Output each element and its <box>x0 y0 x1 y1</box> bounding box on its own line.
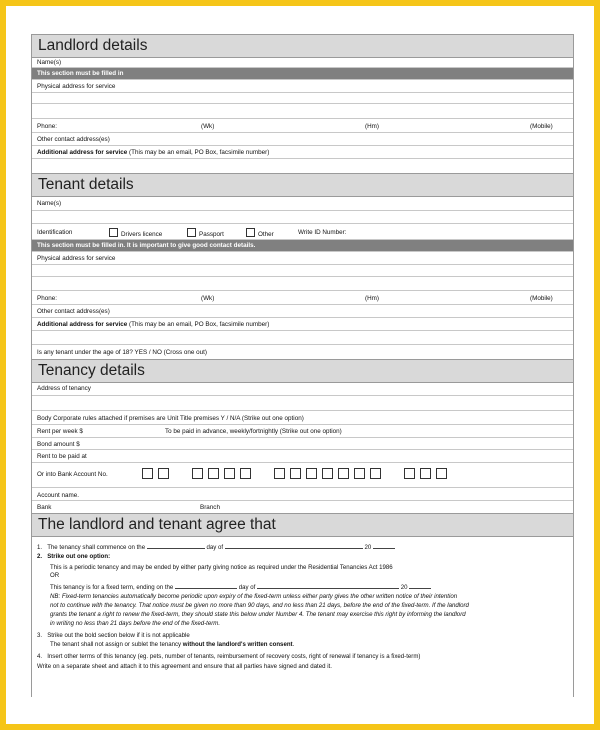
landlord-address-line-3[interactable] <box>32 104 573 119</box>
commence-day-field[interactable] <box>147 542 205 549</box>
landlord-phone-row[interactable]: Phone: (Wk) (Hm) (Mobile) <box>32 119 573 133</box>
tenant-address-field[interactable]: Physical address for service <box>32 252 573 265</box>
tenant-phone-row[interactable]: Phone: (Wk) (Hm) (Mobile) <box>32 291 573 305</box>
account-digit-box[interactable] <box>208 468 219 479</box>
tenant-required-notice: This section must be filled in. It is important to give good contact details. <box>32 240 573 252</box>
account-digit-box[interactable] <box>436 468 447 479</box>
agreement-section-title: The landlord and tenant agree that <box>32 513 573 537</box>
bond-row[interactable]: Bond amount $ <box>32 438 573 450</box>
account-digit-box[interactable] <box>142 468 153 479</box>
term-4: 4. Insert other terms of this tenancy (eg. pets, number of tenants, reimbursement of recovery costs, right of renewal if tenancy is a fixed-term) <box>37 653 421 660</box>
account-digit-box[interactable] <box>322 468 333 479</box>
landlord-required-notice: This section must be filled in <box>32 68 573 80</box>
tenancy-section-title: Tenancy details <box>32 359 573 383</box>
landlord-address-line-2[interactable] <box>32 93 573 104</box>
landlord-section-title: Landlord details <box>32 34 573 58</box>
passport-checkbox[interactable] <box>187 228 196 237</box>
tenant-identification-row: Identification Drivers licence Passport Other Write ID Number: <box>32 224 573 240</box>
tenant-age-row[interactable]: Is any tenant under the age of 18? YES / NO (Cross one out) <box>37 349 208 356</box>
bank-account-row: Or into Bank Account No. <box>32 463 573 488</box>
fixed-term-day-field[interactable] <box>175 582 237 589</box>
account-digit-box[interactable] <box>370 468 381 479</box>
account-digit-box[interactable] <box>158 468 169 479</box>
bank-account-boxes <box>142 468 452 479</box>
form-page <box>6 6 594 724</box>
rent-row[interactable]: Rent per week $ To be paid in advance, weekly/fortnightly (Strike out one option) <box>32 425 573 438</box>
tenant-address-line-3[interactable] <box>32 277 573 291</box>
bank-branch-row[interactable]: Bank Branch <box>37 504 220 511</box>
commence-year-field[interactable] <box>373 542 395 549</box>
agreement-terms: 1. The tenancy shall commence on the day of 20 2. Strike out one option: This is a periodic tenancy and may be ended by either party giving notice as required under the Residential Tenancies Act 1986 OR This tenancy is for a fixed term, ending on the day of 20 NB: Fixed-term tenancies automatically become periodic upon expiry of the fixed-term unless either party gives the other written notice of their intention not to continue with the tenancy. That notice must be given no more than 90 days, and no less than 21 days, before the end of the fixed-term. If the landlord grants the tenant a right to renew the fixed-term, they should state this below under Number 4. The tenant may exercise this right by informing the landlord in writing no less than 21 days before the end of the fixed-term. 3. Strike out the bold section below if it is not applicable The tenant shall not assign or sublet the tenancy without the landlord's written consent. 4. Insert other terms of this tenancy (eg. pets, number of tenants, reimbursement of recovery costs, right of renewal if tenancy is a fixed-term) Write on a separate sheet and attach it to this agreement and ensure that all parties have signed and dated it. <box>37 544 469 670</box>
account-digit-box[interactable] <box>290 468 301 479</box>
landlord-names-field[interactable] <box>32 58 573 68</box>
account-digit-box[interactable] <box>420 468 431 479</box>
tenancy-address-field[interactable]: Address of tenancy <box>32 383 573 396</box>
account-name-row[interactable]: Account name. <box>32 488 573 501</box>
tenant-section-title: Tenant details <box>32 173 573 197</box>
term-2-head: 2. Strike out one option: <box>37 553 111 560</box>
landlord-other-contact-field[interactable]: Other contact address(es) <box>32 133 573 146</box>
tenant-other-contact-field[interactable]: Other contact address(es) <box>32 305 573 318</box>
account-digit-box[interactable] <box>240 468 251 479</box>
commence-month-field[interactable] <box>225 542 363 549</box>
account-digit-box[interactable] <box>192 468 203 479</box>
term-1: 1. The tenancy shall commence on the day of 20 <box>37 542 395 551</box>
tenancy-agreement-form <box>31 34 574 697</box>
other-id-checkbox[interactable] <box>246 228 255 237</box>
fixed-term-line: This tenancy is for a fixed term, ending on the day of 20 <box>50 582 431 591</box>
term-3-detail: The tenant shall not assign or sublet the tenancy without the landlord's written consent. <box>50 641 295 648</box>
account-digit-box[interactable] <box>306 468 317 479</box>
term-3: 3. Strike out the bold section below if it is not applicable <box>37 632 190 639</box>
rent-paid-at-row[interactable]: Rent to be paid at <box>32 450 573 463</box>
fixed-term-month-field[interactable] <box>257 582 399 589</box>
drivers-licence-checkbox[interactable] <box>109 228 118 237</box>
tenant-additional-address-field[interactable]: Additional address for service (This may be an email, PO Box, facsimile number) <box>32 318 573 331</box>
landlord-spacer <box>32 159 573 173</box>
tenancy-address-line-2[interactable] <box>32 396 573 411</box>
id-number-label: Write ID Number: <box>298 229 347 236</box>
landlord-address-field[interactable]: Physical address for service <box>32 80 573 93</box>
fixed-term-year-field[interactable] <box>409 582 431 589</box>
tenant-names-line-2[interactable] <box>32 211 573 224</box>
landlord-additional-address-field[interactable]: Additional address for service (This may be an email, PO Box, facsimile number) <box>32 146 573 159</box>
account-digit-box[interactable] <box>224 468 235 479</box>
account-digit-box[interactable] <box>404 468 415 479</box>
account-digit-box[interactable] <box>274 468 285 479</box>
account-digit-box[interactable] <box>338 468 349 479</box>
tenant-spacer <box>32 331 573 345</box>
tenant-names-field[interactable]: Name(s) <box>32 197 573 211</box>
landlord-names-label: Name(s) <box>37 59 62 66</box>
body-corporate-row[interactable]: Body Corporate rules attached if premises are Unit Title premises Y / N/A (Strike out one option) <box>32 411 573 425</box>
account-digit-box[interactable] <box>354 468 365 479</box>
tenant-address-line-2[interactable] <box>32 265 573 277</box>
